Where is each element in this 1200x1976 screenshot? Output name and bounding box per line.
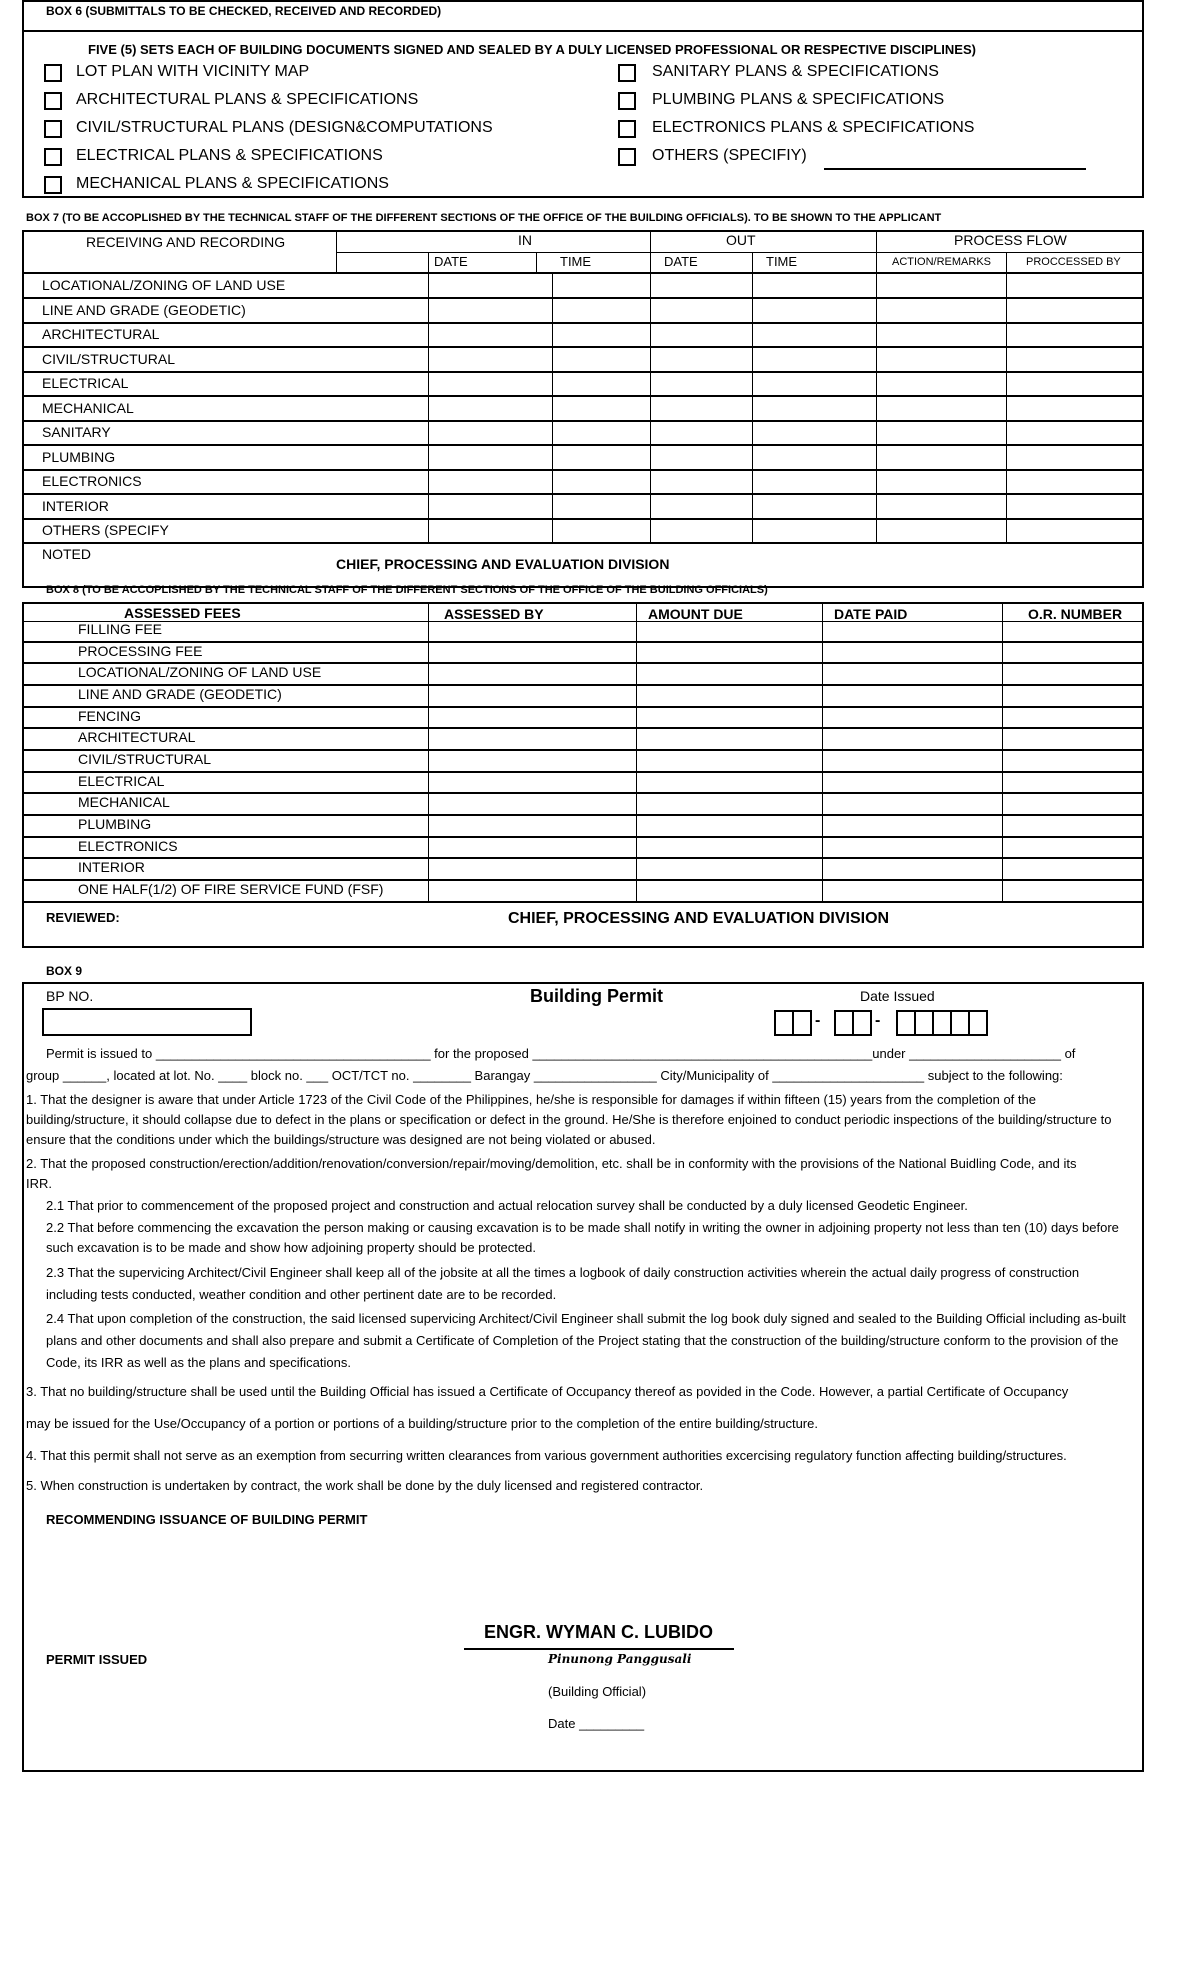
header-in-time-label: TIME xyxy=(560,254,592,269)
header-out-time-label: TIME xyxy=(766,254,798,269)
item-plumbing: PLUMBING PLANS & SPECIFICATIONS xyxy=(652,91,945,108)
box8-header-amount: AMOUNT DUE xyxy=(648,606,743,622)
header-action-label: ACTION/REMARKS xyxy=(892,256,992,268)
item-lot-plan: LOT PLAN WITH VICINITY MAP xyxy=(76,63,310,80)
condition-2-2: 2.2 That before commencing the excavation the person making or causing excavation is to be made shall notify in writing the owner in adjoining property not less than ten (10) days before such excavation is to be made and show how adjoining property should be protected. xyxy=(46,1220,1119,1255)
box8-row-processing: PROCESSING FEE xyxy=(78,643,203,659)
checkbox-architectural[interactable] xyxy=(44,92,62,110)
box7-noted: NOTED xyxy=(42,546,91,562)
box8-row-filling: FILLING FEE xyxy=(78,621,163,637)
box8-row-fsf: ONE HALF(1/2) OF FIRE SERVICE FUND (FSF) xyxy=(78,881,384,897)
box7-title: BOX 7 (TO BE ACCOPLISHED BY THE TECHNICAL STAFF OF THE DIFFERENT SECTIONS OF THE OFFICE OF THE BUILDING OFFICIALS). TO BE SHOWN TO THE APPLICANT xyxy=(26,212,942,224)
signature-line xyxy=(464,1648,734,1650)
box8-header-fees: ASSESSED FEES xyxy=(124,605,241,621)
box8-row-plumbing: PLUMBING xyxy=(78,816,152,832)
official-title-local: Pinunong Panggusali xyxy=(548,1652,692,1666)
header-processed-label: PROCCESSED BY xyxy=(1026,256,1121,268)
condition-2-3: 2.3 That the supervicing Architect/Civil Engineer shall keep all of the jobsite at all the times a logbook of daily construction activities wherein the actual daily progress of construction including tests conducted, weather condition and other pertinent date are to be recorded. xyxy=(46,1265,1080,1302)
box8-title: BOX 8 (TO BE ACCOPLISHED BY THE TECHNICAL STAFF OF THE DIFFERENT SECTIONS OF THE OFFICE OF THE BUILDING OFFICIALS) xyxy=(46,584,768,596)
box8-row-fencing: FENCING xyxy=(78,708,141,724)
box7-row-mechanical: MECHANICAL xyxy=(42,400,134,416)
official-title: (Building Official) xyxy=(548,1684,647,1699)
checkbox-mechanical[interactable] xyxy=(44,176,62,194)
box9-label: BOX 9 xyxy=(46,964,83,978)
box8-row-line-grade: LINE AND GRADE (GEODETIC) xyxy=(78,686,282,702)
box6-subtitle: FIVE (5) SETS EACH OF BUILDING DOCUMENTS SIGNED AND SEALED BY A DULY LICENSED PROFESSIONAL OR RESPECTIVE DISCIPLINES) xyxy=(88,42,976,57)
date-issued-label: Date Issued xyxy=(860,988,935,1004)
condition-5: 5. When construction is undertaken by contract, the work shall be done by the duly licensed and registered contractor. xyxy=(26,1478,704,1493)
box8-row-mechanical: MECHANICAL xyxy=(78,794,170,810)
box8-row-electrical: ELECTRICAL xyxy=(78,773,165,789)
box7-row-plumbing: PLUMBING xyxy=(42,449,116,465)
checkbox-electronics[interactable] xyxy=(618,120,636,138)
box8-body xyxy=(22,602,1144,948)
box7-row-civil: CIVIL/STRUCTURAL xyxy=(42,351,176,367)
item-civil: CIVIL/STRUCTURAL PLANS (DESIGN&COMPUTATIONS xyxy=(76,119,493,136)
box6-title: BOX 6 (SUBMITTALS TO BE CHECKED, RECEIVED AND RECORDED) xyxy=(46,4,442,18)
box8-row-civil: CIVIL/STRUCTURAL xyxy=(78,751,212,767)
others-specify-line[interactable] xyxy=(824,168,1086,170)
bp-no-label: BP NO. xyxy=(46,988,94,1004)
checkbox-lot-plan[interactable] xyxy=(44,64,62,82)
header-out-date-label: DATE xyxy=(664,254,698,269)
condition-3a: 3. That no building/structure shall be used until the Building Official has issued a Certificate of Occupancy thereof as povided in the Code. However, a partial Certificate of Occupancy xyxy=(26,1384,1069,1399)
header-in-label: IN xyxy=(518,232,532,248)
box8-header-assessed-by: ASSESSED BY xyxy=(444,606,544,622)
checkbox-others[interactable] xyxy=(618,148,636,166)
box7-row-others: OTHERS (SPECIFY xyxy=(42,522,169,538)
checkbox-sanitary[interactable] xyxy=(618,64,636,82)
condition-1: 1. That the designer is aware that under Article 1723 of the Civil Code of the Philippines, he/she is responsible for damages if within fifteen (15) years from the completion of the building/structure, it should collapse due to defect in the plans or specification or defect in the ground. He/She is therefore enjoined to conduct periodic inspections of the building/structure to ensure that the conditions under which the buildings/structure was designed are not being violated or abused. xyxy=(26,1092,1112,1147)
recommending-label: RECOMMENDING ISSUANCE OF BUILDING PERMIT xyxy=(46,1512,368,1527)
box7-chief: CHIEF, PROCESSING AND EVALUATION DIVISION xyxy=(336,556,670,572)
box8-row-interior: INTERIOR xyxy=(78,859,145,875)
box8-header-or: O.R. NUMBER xyxy=(1028,606,1123,622)
building-permit-title: Building Permit xyxy=(530,986,664,1006)
item-sanitary: SANITARY PLANS & SPECIFICATIONS xyxy=(652,63,939,80)
box8-reviewed: REVIEWED: xyxy=(46,910,120,925)
header-out-label: OUT xyxy=(726,232,756,248)
box7-row-line-grade: LINE AND GRADE (GEODETIC) xyxy=(42,302,246,318)
box7-row-electronics: ELECTRONICS xyxy=(42,473,142,489)
checkbox-plumbing[interactable] xyxy=(618,92,636,110)
item-electrical: ELECTRICAL PLANS & SPECIFICATIONS xyxy=(76,147,383,164)
signature-date[interactable]: Date _________ xyxy=(548,1716,645,1731)
item-electronics: ELECTRONICS PLANS & SPECIFICATIONS xyxy=(652,119,975,136)
box8-header-date-paid: DATE PAID xyxy=(834,606,908,622)
checkbox-electrical[interactable] xyxy=(44,148,62,166)
header-in-date-label: DATE xyxy=(434,254,468,269)
header-process-label: PROCESS FLOW xyxy=(954,232,1067,248)
condition-3b: may be issued for the Use/Occupancy of a portion or portions of a building/structure prior to the completion of the entire building/structure. xyxy=(26,1416,818,1431)
box8-row-architectural: ARCHITECTURAL xyxy=(78,729,196,745)
box8-chief: CHIEF, PROCESSING AND EVALUATION DIVISION xyxy=(508,910,890,927)
box7-row-interior: INTERIOR xyxy=(42,498,109,514)
box7-row-locational: LOCATIONAL/ZONING OF LAND USE xyxy=(42,277,286,293)
permit-issued-label: PERMIT ISSUED xyxy=(46,1652,148,1667)
item-mechanical: MECHANICAL PLANS & SPECIFICATIONS xyxy=(76,175,389,192)
condition-2-1: 2.1 That prior to commencement of the proposed project and construction and actual relocation survey shall be conducted by a duly licensed Geodetic Engineer. xyxy=(46,1198,968,1213)
header-receiving-label: RECEIVING AND RECORDING xyxy=(86,234,286,250)
official-name: ENGR. WYMAN C. LUBIDO xyxy=(484,1622,713,1642)
box8-row-locational: LOCATIONAL/ZONING OF LAND USE xyxy=(78,664,322,680)
box8-row-electronics: ELECTRONICS xyxy=(78,838,178,854)
box7-row-electrical: ELECTRICAL xyxy=(42,375,129,391)
condition-4: 4. That this permit shall not serve as an exemption from securring written clearances from various government authorities excercising regulatory function affecting building/structures. xyxy=(26,1448,1067,1463)
permit-line-1: Permit is issued to ______________________________________ for the proposed _______________________________________________under _____________________ of xyxy=(46,1046,1076,1061)
condition-2-4: 2.4 That upon completion of the construction, the said licensed supervicing Architect/Civil Engineer shall submit the log book duly signed and sealed to the Building Official including as-built plans and other documents and shall also prepare and submit a Certificate of Completion of the Project stating that the construction of the building/structure conform to the provision of the Code, its IRR as well as the plans and specifications. xyxy=(46,1311,1126,1370)
bp-no-field[interactable] xyxy=(42,1008,252,1036)
item-architectural: ARCHITECTURAL PLANS & SPECIFICATIONS xyxy=(76,91,419,108)
box7-row-architectural: ARCHITECTURAL xyxy=(42,326,160,342)
box7-body xyxy=(22,230,1144,588)
permit-line-2: group ______, located at lot. No. ____ block no. ___ OCT/TCT no. ________ Barangay _________________ City/Municipality of _____________________ subject to the following: xyxy=(26,1068,1063,1083)
item-others: OTHERS (SPECIFIY) xyxy=(652,147,807,164)
box7-row-sanitary: SANITARY xyxy=(42,424,111,440)
condition-2: 2. That the proposed construction/erection/addition/renovation/conversion/repair/moving/demolition, etc. shall be in conformity with the provisions of the National Buidling Code, and its IRR. xyxy=(26,1156,1077,1191)
checkbox-civil[interactable] xyxy=(44,120,62,138)
